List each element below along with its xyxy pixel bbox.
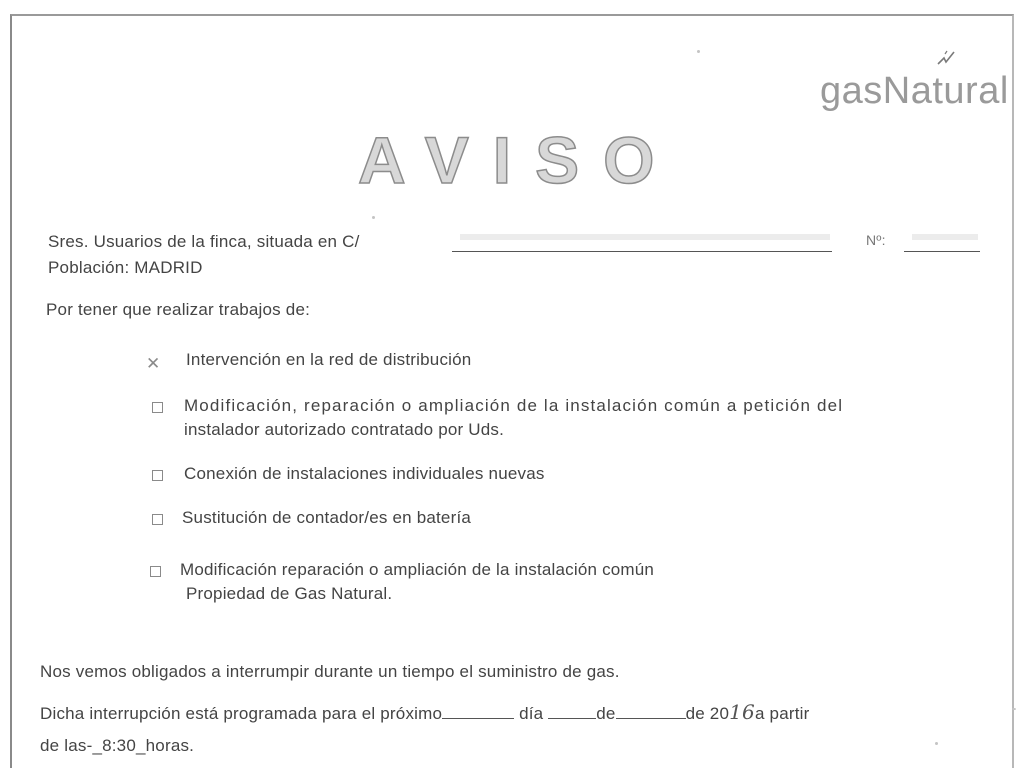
checkbox-icon [152,514,163,525]
scan-speck [935,742,938,745]
from-label: a partir [754,704,810,723]
scan-speck [372,216,375,219]
gas-natural-logo: gasNatural [820,70,1009,112]
scan-speck [697,50,700,53]
flame-icon [936,50,956,68]
option-3-text: Conexión de instalaciones individuales nuevas [184,464,545,483]
interruption-notice: Nos vemos obligados a interrumpir durante un tiempo el suministro de gas. [40,662,620,681]
address-street-label: Sres. Usuarios de la finca, situada en C/ [48,232,360,251]
option-2-text: Modificación, reparación o ampliación de la instalación común a petición del [184,396,844,415]
checkbox-icon [152,470,163,481]
option-1-text: Intervención en la red de distribución [186,350,472,369]
time-prefix: de las [40,736,87,755]
month-label: de [596,704,616,723]
schedule-intro: Dicha interrupción está programada para el próximo [40,704,443,723]
year-label: de 20 [685,704,730,723]
option-4-text: Sustitución de contador/es en batería [182,508,472,527]
time-line: de las-_8:30_horas. [40,736,195,755]
number-redaction [912,234,978,240]
page-title: AVISO [358,123,679,197]
number-label: Nº: [866,232,886,248]
schedule-line [40,700,810,724]
checkbox-icon [150,566,161,577]
intro-text: Por tener que realizar trabajos de: [46,300,311,319]
street-field [452,251,832,252]
option-5-text-cont: Propiedad de Gas Natural. [186,584,393,603]
handwritten-year: 16 [729,700,755,724]
time-value: 8:30 [102,736,136,755]
next-date-field [442,704,514,719]
option-5-text: Modificación reparación o ampliación de la instalación común [180,560,655,579]
checked-mark-icon: ✕ [146,354,161,373]
month-field [616,704,686,719]
street-redaction [460,234,830,240]
checkbox-icon [152,402,163,413]
option-2-text-cont: instalador autorizado contratado por Uds. [184,420,505,439]
scan-speck [1012,708,1016,710]
town-line: Población: MADRID [48,258,203,277]
number-field [904,251,980,252]
time-suffix: horas. [145,736,195,755]
day-field [548,704,596,719]
day-label: día [519,704,544,723]
